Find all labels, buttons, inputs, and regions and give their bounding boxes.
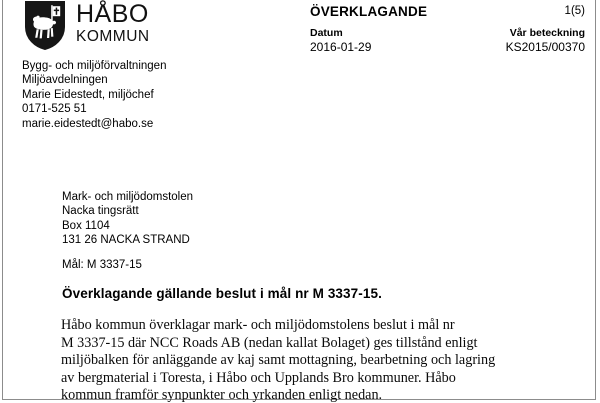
sender-email: marie.eidestedt@habo.se [22, 117, 154, 130]
paragraph-line: M 3337-15 där NCC Roads AB (nedan kallat Bolaget) ges tillstånd enligt [61, 334, 478, 351]
recipient-line: Box 1104 [62, 219, 110, 232]
sender-contact-block [22, 59, 272, 131]
habo-coat-of-arms-icon [25, 1, 65, 50]
sender-line: Bygg- och miljöförvaltningen [22, 60, 167, 72]
sender-line: 0171-525 51 [22, 103, 87, 116]
organization-wordmark [76, 2, 150, 45]
recipient-address-block [62, 190, 193, 248]
date-label: Datum [310, 27, 343, 39]
sender-line: Marie Eidestedt, miljöchef [22, 88, 154, 101]
paragraph-line: miljöbalken för anläggande av kaj samt mottagning, bearbetning och lagring [61, 352, 496, 369]
reference-field [506, 27, 585, 55]
paragraph-line: kommun framför synpunkter och yrkanden enligt nedan. [61, 387, 383, 403]
date-value: 2016-01-29 [310, 40, 372, 54]
document-title: ÖVERKLAGANDE [310, 4, 428, 19]
organization-name-main: HÅBO [76, 0, 149, 28]
sender-line: Miljöavdelningen [22, 74, 108, 87]
recipient-line: 131 26 NACKA STRAND [62, 234, 190, 247]
meta-row [310, 27, 585, 57]
paragraph [61, 317, 531, 403]
reference-label: Vår beteckning [509, 27, 585, 39]
body-paragraph [61, 317, 531, 403]
paragraph-line: av bergmaterial i Toresta, i Håbo och Upplands Bro kommuner. Håbo [61, 369, 456, 386]
recipient-line: Mark- och miljödomstolen [62, 191, 194, 203]
date-field [310, 27, 371, 55]
case-number-line: Mål: M 3337-15 [62, 259, 142, 271]
organization-name-sub: KOMMUN [76, 28, 150, 45]
page-number: 1(5) [564, 5, 585, 17]
paragraph-line: Håbo kommun överklagar mark- och miljödomstolens beslut i mål nr [61, 317, 455, 333]
letterhead [25, 1, 285, 53]
document-meta-header [310, 3, 585, 57]
recipient-line: Nacka tingsrätt [62, 205, 139, 218]
document-heading: Överklagande gällande beslut i mål nr M 3337-15. [62, 286, 382, 301]
reference-value: KS2015/00370 [505, 40, 585, 54]
